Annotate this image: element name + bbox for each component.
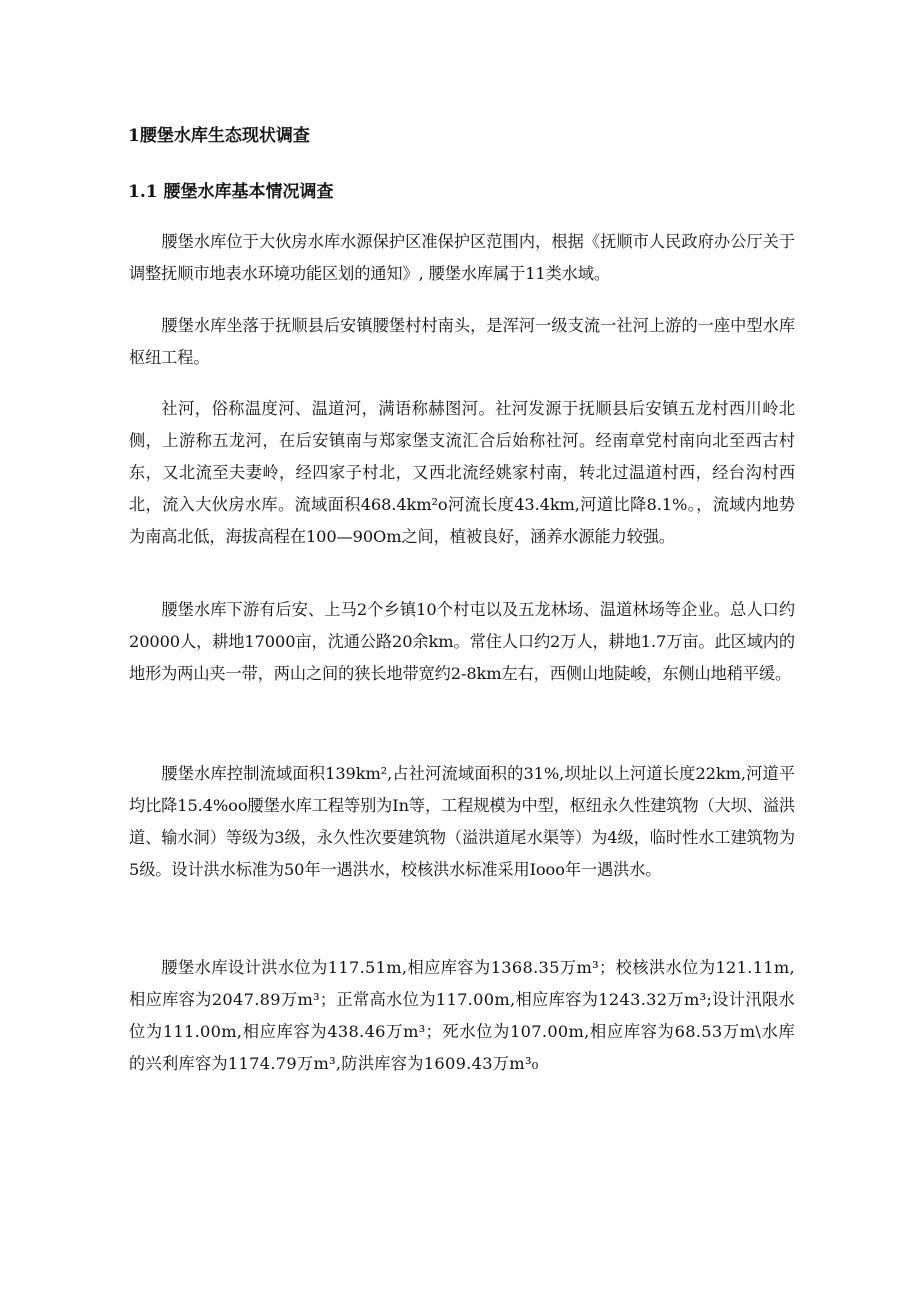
paragraph-location: 腰堡水库位于大伙房水库水源保护区准保护区范围内，根据《抚顺市人民政府办公厅关于调整抚顺市地表水环境功能区划的通知》, 腰堡水库属于11类水域。 <box>129 232 795 283</box>
subsection-heading: 1.1 腰堡水库基本情况调查 <box>128 182 334 202</box>
paragraph-downstream: 腰堡水库下游有后安、上马2个乡镇10个村屯以及五龙林场、温道林场等企业。总人口约20000人，耕地17000亩，沈通公路20余km。常住人口约2万人，耕地1.7万亩。此区域内的地形为两山夹一带，两山之间的狭长地带宽约2-8km左右，西侧山地陡峻，东侧山地稍平缓。 <box>129 600 795 683</box>
paragraph-water-levels: 腰堡水库设计洪水位为117.51m,相应库容为1368.35万m³；校核洪水位为121.11m,相应库容为2047.89万m³；正常高水位为117.00m,相应库容为1243.32万m³;设计汛限水位为111.00m,相应库容为438.46万m³；死水位为107.00m,相应库容为68.53万m\水库的兴利库容为1174.79万m³,防洪库容为1609.43万m³₀ <box>129 958 795 1073</box>
paragraph-site: 腰堡水库坐落于抚顺县后安镇腰堡村村南头，是浑河一级支流一社河上游的一座中型水库枢纽工程。 <box>129 316 795 367</box>
paragraph-river: 社河，俗称温度河、温道河，满语称赫图河。社河发源于抚顺县后安镇五龙村西川岭北侧，上游称五龙河，在后安镇南与郑家堡支流汇合后始称社河。经南章党村南向北至西古村东，又北流至夫妻岭，经四家子村北，又西北流经姚家村南，转北过温道村西，经台沟村西北，流入大伙房水库。流域面积468.4km²o河流长度43.4km,河道比降8.1%。，流域内地势为南高北低，海拔高程在100—90Om之间，植被良好，涵养水源能力较强。 <box>129 399 795 546</box>
paragraph-engineering: 腰堡水库控制流域面积139km²,占社河流域面积的31%,坝址以上河道长度22km,河道平均比降15.4%oo腰堡水库工程等别为In等，工程规模为中型，枢纽永久性建筑物（大坝、溢洪道、输水洞）等级为3级，永久性次要建筑物（溢洪道尾水渠等）为4级，临时性水工建筑物为5级。设计洪水标准为50年一遇洪水，校核洪水标准采用Iooo年一遇洪水。 <box>129 764 795 879</box>
section-heading: 1腰堡水库生态现状调查 <box>128 126 310 146</box>
